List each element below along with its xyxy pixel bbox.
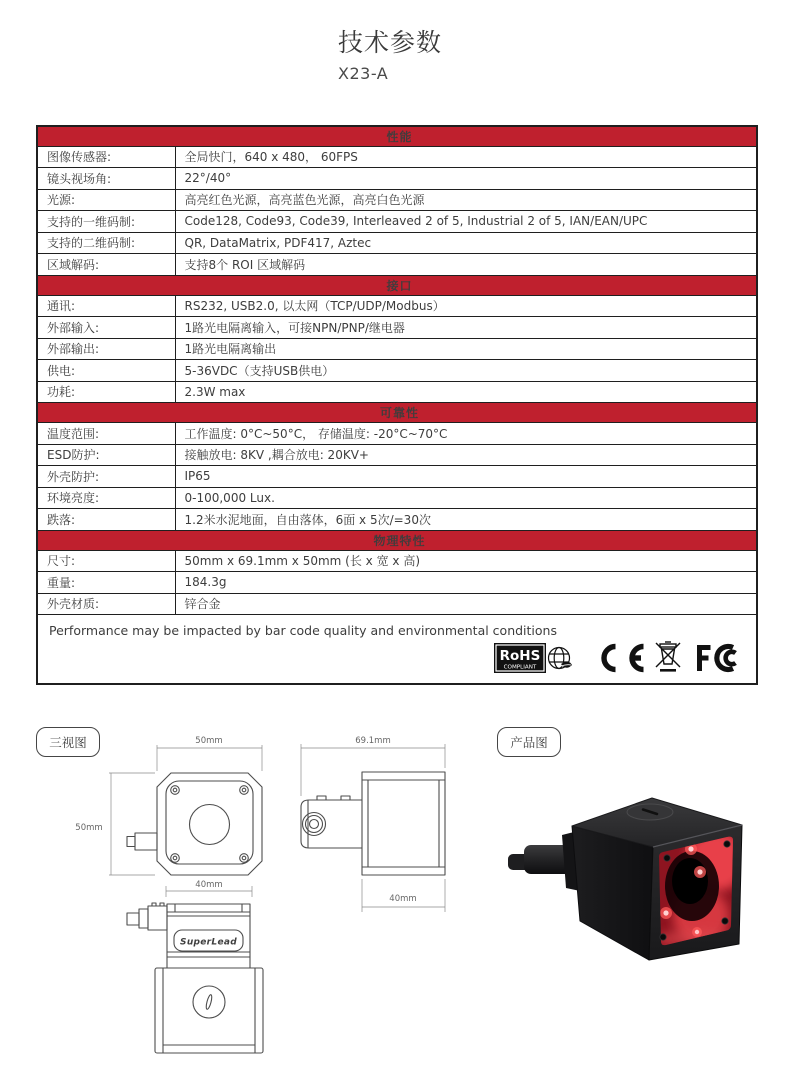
top-view (127, 903, 263, 1053)
spec-row (37, 572, 757, 594)
spec-label: 支持的一维码制: (37, 211, 175, 233)
spec-label: 外部输入: (37, 317, 175, 339)
side-view (301, 772, 445, 875)
spec-value: 22°/40° (175, 168, 757, 190)
section-header-row (37, 126, 757, 146)
fcc-mark-icon (697, 645, 736, 671)
spec-value: 1路光电隔离输入，可接NPN/PNP/继电器 (175, 317, 757, 339)
spec-value: 5-36VDC（支持USB供电） (175, 360, 757, 382)
spec-row (37, 338, 757, 360)
section-header-row (37, 530, 757, 550)
weee-bin-icon (656, 642, 680, 672)
cert-logos-svg (494, 637, 746, 679)
spec-value: 锌合金 (175, 593, 757, 615)
spec-label: 区域解码: (37, 254, 175, 276)
dim-top-width: 40mm (195, 880, 223, 890)
spec-label: 环境亮度: (37, 487, 175, 509)
spec-label: 供电: (37, 360, 175, 382)
dim-side-width: 69.1mm (355, 736, 391, 746)
dim-front-width: 50mm (195, 736, 223, 746)
rohs-compliant-icon (494, 643, 546, 673)
spec-value: 1路光电隔离输出 (175, 338, 757, 360)
spec-row (37, 211, 757, 233)
spec-value: 接触放电: 8KV ,耦合放电: 20KV+ (175, 444, 757, 466)
spec-row (37, 360, 757, 382)
spec-value: 高亮红色光源，高亮蓝色光源，高亮白色光源 (175, 189, 757, 211)
dim-side-depth: 40mm (389, 894, 417, 904)
spec-row (37, 423, 757, 445)
page-header (338, 28, 442, 83)
three-view-label: 三视图 (36, 727, 100, 757)
spec-label: 光源: (37, 189, 175, 211)
dim-front-height: 50mm (75, 823, 103, 833)
spec-label: 功耗: (37, 381, 175, 403)
ce-mark-icon (604, 646, 644, 669)
spec-label: 外部输出: (37, 338, 175, 360)
spec-row (37, 295, 757, 317)
section-header-row (37, 275, 757, 295)
svg-text:COMPLIANT: COMPLIANT (503, 664, 537, 670)
spec-label: 图像传感器: (37, 146, 175, 168)
spec-table (36, 125, 758, 685)
certification-logos (494, 637, 746, 679)
spec-label: 温度范围: (37, 423, 175, 445)
footnote: Performance may be impacted by bar code quality and environmental conditions (49, 623, 557, 638)
page-title: 技术参数 (338, 28, 443, 57)
spec-value: 184.3g (175, 572, 757, 594)
rohs-globe-icon (549, 647, 573, 668)
dimension-lines (109, 744, 445, 912)
product-photo (490, 715, 794, 1015)
spec-label: 镜头视场角: (37, 168, 175, 190)
spec-label: 外壳材质: (37, 593, 175, 615)
section-header: 接口 (37, 275, 757, 295)
spec-value: 1.2米水泥地面，自由落体，6面 x 5次/=30次 (175, 509, 757, 531)
spec-value: RS232, USB2.0, 以太网（TCP/UDP/Modbus） (175, 295, 757, 317)
section-header: 可靠性 (37, 403, 757, 423)
spec-row (37, 550, 757, 572)
three-view-drawing (20, 716, 490, 1061)
spec-row (37, 146, 757, 168)
spec-value: 50mm x 69.1mm x 50mm (长 x 宽 x 高) (175, 550, 757, 572)
spec-row (37, 444, 757, 466)
spec-row (37, 487, 757, 509)
spec-row (37, 189, 757, 211)
spec-row (37, 381, 757, 403)
spec-value: IP65 (175, 466, 757, 488)
spec-value: 全局快门，640 x 480， 60FPS (175, 146, 757, 168)
spec-row (37, 593, 757, 615)
spec-row (37, 168, 757, 190)
svg-text:RoHS: RoHS (499, 647, 541, 664)
spec-value: 2.3W max (175, 381, 757, 403)
spec-row (37, 254, 757, 276)
spec-value: 工作温度: 0°C~50°C， 存储温度: -20°C~70°C (175, 423, 757, 445)
model-number: X23-A (338, 64, 389, 83)
note-row (37, 615, 757, 684)
front-view (127, 773, 262, 875)
spec-value: QR, DataMatrix, PDF417, Aztec (175, 232, 757, 254)
spec-row (37, 317, 757, 339)
spec-label: 支持的二维码制: (37, 232, 175, 254)
spec-value: 支持8个 ROI 区域解码 (175, 254, 757, 276)
spec-label: 外壳防护: (37, 466, 175, 488)
spec-row (37, 509, 757, 531)
spec-label: 通讯: (37, 295, 175, 317)
product-image-label: 产品图 (497, 727, 561, 757)
spec-value: Code128, Code93, Code39, Interleaved 2 of 5, Industrial 2 of 5, IAN/EAN/UPC (175, 211, 757, 233)
section-header: 性能 (37, 126, 757, 146)
section-header-row (37, 403, 757, 423)
cube-left-face (572, 826, 653, 960)
spec-label: 重量: (37, 572, 175, 594)
spec-label: ESD防护: (37, 444, 175, 466)
spec-row (37, 232, 757, 254)
spec-label: 跌落: (37, 509, 175, 531)
section-header: 物理特性 (37, 530, 757, 550)
spec-label: 尺寸: (37, 550, 175, 572)
spec-value: 0-100,000 Lux. (175, 487, 757, 509)
brand-logo-text: SuperLead (180, 937, 237, 948)
spec-row (37, 466, 757, 488)
